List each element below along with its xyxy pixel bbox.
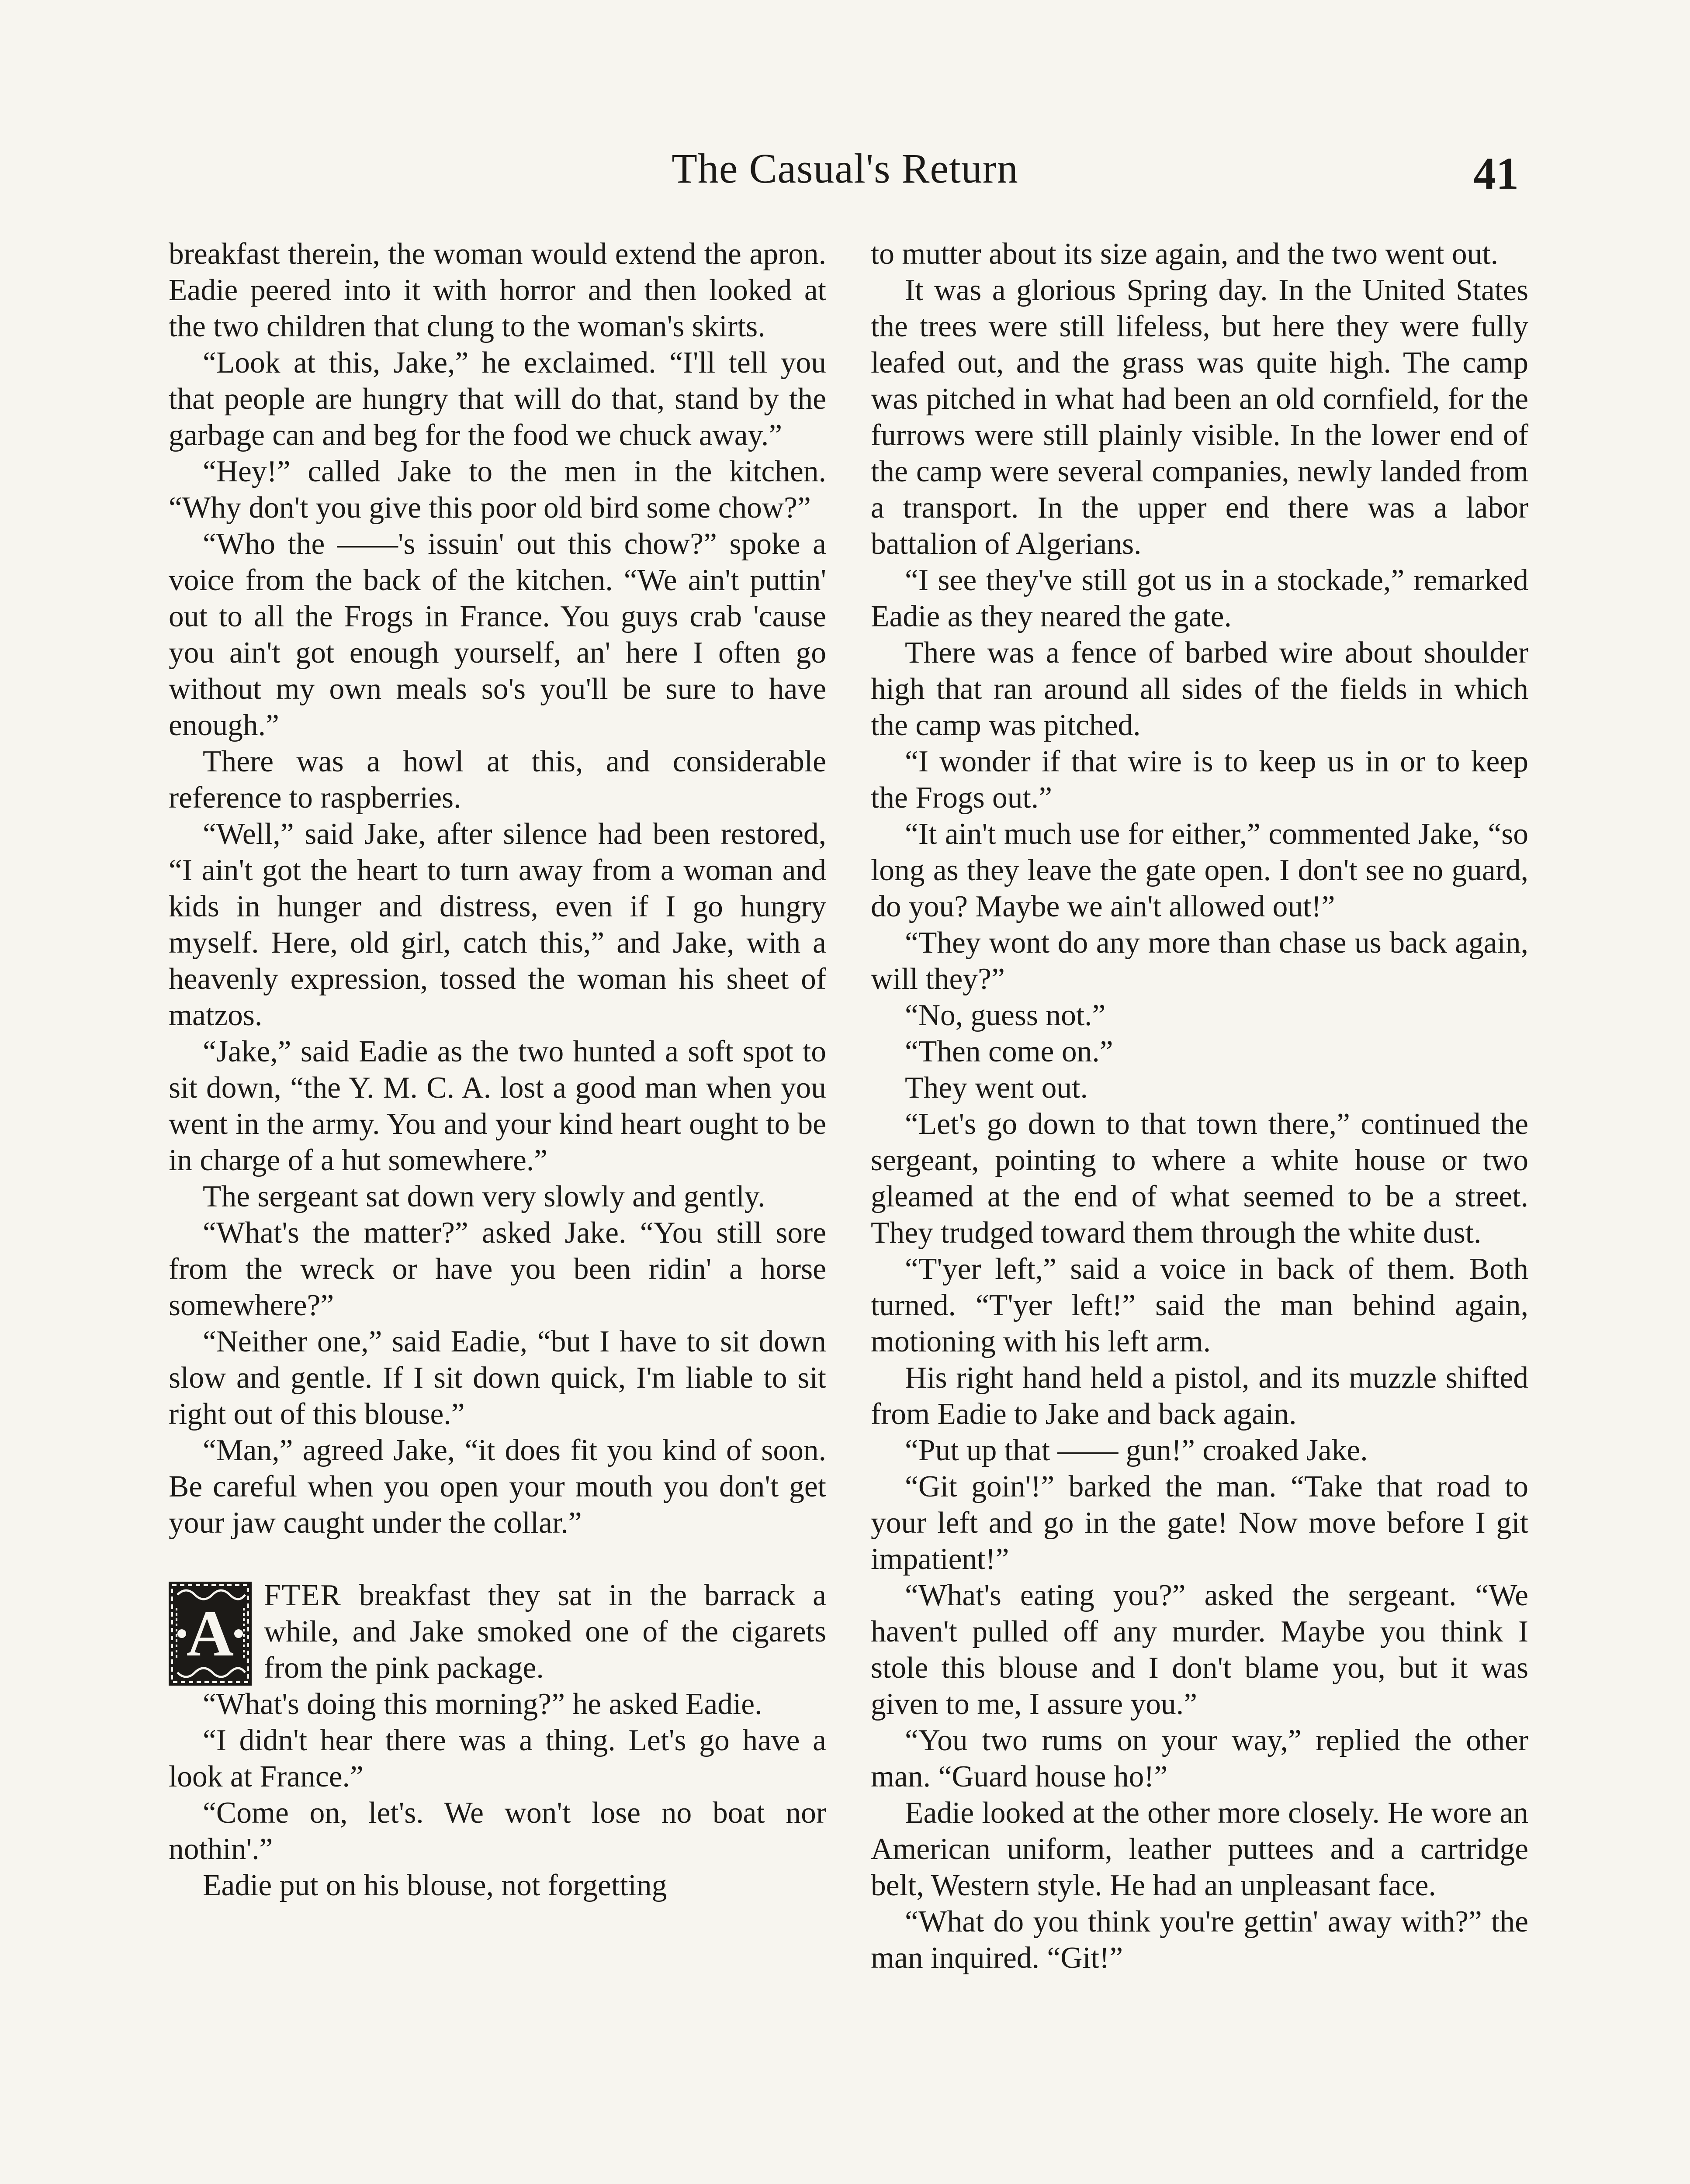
paragraph: Eadie put on his blouse, not forgetting (203, 1869, 667, 1902)
paragraph: “What's the matter?” asked Jake. “You still sore from the wreck or have you been ridin' a horse somewhere?” (169, 1216, 826, 1322)
page-header (0, 127, 1690, 214)
paragraph: There was a howl at this, and considerable reference to raspberries. (169, 745, 826, 815)
paragraph: “Jake,” said Eadie as the two hunted a soft spot to sit down, “the Y. M. C. A. lost a good man when you went in the army. You and your kind heart ought to be in charge of a hut somewhere.” (169, 1035, 826, 1177)
paragraph: “I see they've still got us in a stockade,” remarked Eadie as they neared the gate. (871, 563, 1528, 633)
right-column (871, 236, 1528, 1976)
paragraph: “Then come on.” (905, 1035, 1113, 1068)
paragraph: They went out. (905, 1071, 1088, 1105)
paragraph: “What's doing this morning?” he asked Eadie. (203, 1687, 762, 1721)
left-column (169, 236, 826, 1904)
section-break (169, 1541, 826, 1577)
paragraph-text: breakfast they sat in the barrack a while, and Jake smoked one of the cigarets from the pink package. (264, 1579, 826, 1685)
paragraph: The sergeant sat down very slowly and gently. (203, 1180, 765, 1213)
paragraph: “Neither one,” said Eadie, “but I have to sit down slow and gentle. If I sit down quick, I'm liable to sit right out of this blouse.” (169, 1325, 826, 1431)
page-number: 41 (1473, 149, 1519, 199)
paragraph: to mutter about its size again, and the two went out. (871, 237, 1499, 271)
paragraph: “Come on, let's. We won't lose no boat nor nothin'.” (169, 1796, 826, 1866)
paragraph: “I didn't hear there was a thing. Let's go have a look at France.” (169, 1724, 826, 1794)
paragraph: breakfast therein, the woman would extend the apron. Eadie peered into it with horror and then looked at the two children that clung to the woman's skirts. (169, 237, 826, 343)
paragraph-with-dropcap (169, 1577, 826, 1686)
dropcap-letter: A (186, 1597, 234, 1670)
paragraph: “Put up that —— gun!” croaked Jake. (905, 1434, 1368, 1467)
paragraph: “It ain't much use for either,” commented Jake, “so long as they leave the gate open. I don't see no guard, do you? Maybe we ain't allowed out!” (871, 817, 1528, 923)
paragraph: “Man,” agreed Jake, “it does fit you kind of soon. Be careful when you open your mouth you don't get your jaw caught under the collar.” (169, 1434, 826, 1540)
paragraph: “They wont do any more than chase us back again, will they?” (871, 926, 1528, 996)
running-title: The Casual's Return (672, 145, 1018, 192)
paragraph: His right hand held a pistol, and its muzzle shifted from Eadie to Jake and back again. (871, 1361, 1528, 1431)
paragraph: There was a fence of barbed wire about shoulder high that ran around all sides of the fields in which the camp was pitched. (871, 636, 1528, 742)
paragraph: “Look at this, Jake,” he exclaimed. “I'll tell you that people are hungry that will do that, stand by the garbage can and beg for the food we chuck away.” (169, 346, 826, 452)
paragraph: Eadie looked at the other more closely. He wore an American uniform, leather puttees and a cartridge belt, Western style. He had an unpleasant face. (871, 1796, 1528, 1902)
paragraph: “Well,” said Jake, after silence had been restored, “I ain't got the heart to turn away from a woman and kids in hunger and distress, even if I go hungry myself. Here, old girl, catch this,” and Jake, with a heavenly expression, tossed the woman his sheet of matzos. (169, 817, 826, 1032)
paragraph: “What's eating you?” asked the sergeant. “We haven't pulled off any murder. Maybe you think I stole this blouse and I don't blame you, but it was given to me, I assure you.” (871, 1579, 1528, 1721)
ornamental-dropcap-icon (169, 1582, 252, 1686)
paragraph: “Who the ——'s issuin' out this chow?” spoke a voice from the back of the kitchen. “We ain't puttin' out to all the Frogs in France. You guys crab 'cause you ain't got enough yourself, an' here I often go without my own meals so's you'll be sure to have enough.” (169, 527, 826, 742)
paragraph: “Let's go down to that town there,” continued the sergeant, pointing to where a white house or two gleamed at the end of what seemed to be a street. They trudged toward them through the white dust. (871, 1107, 1528, 1250)
dropcap-continuation: FTER (264, 1579, 342, 1612)
paragraph: It was a glorious Spring day. In the United States the trees were still lifeless, but here they were fully leafed out, and the grass was quite high. The camp was pitched in what had been an old cornfield, for the furrows were still plainly visible. In the lower end of the camp were several companies, newly landed from a transport. In the upper end there was a labor battalion of Algerians. (871, 273, 1528, 561)
paragraph: “You two rums on your way,” replied the other man. “Guard house ho!” (871, 1724, 1528, 1794)
paragraph: “Git goin'!” barked the man. “Take that road to your left and go in the gate! Now move before I git impatient!” (871, 1470, 1528, 1576)
paragraph: “What do you think you're gettin' away with?” the man inquired. “Git!” (871, 1905, 1528, 1975)
paragraph: “I wonder if that wire is to keep us in or to keep the Frogs out.” (871, 745, 1528, 815)
paragraph: “Hey!” called Jake to the men in the kitchen. “Why don't you give this poor old bird some chow?” (169, 455, 826, 525)
paragraph: “No, guess not.” (905, 999, 1106, 1032)
paragraph: “T'yer left,” said a voice in back of them. Both turned. “T'yer left!” said the man behind again, motioning with his left arm. (871, 1252, 1528, 1358)
